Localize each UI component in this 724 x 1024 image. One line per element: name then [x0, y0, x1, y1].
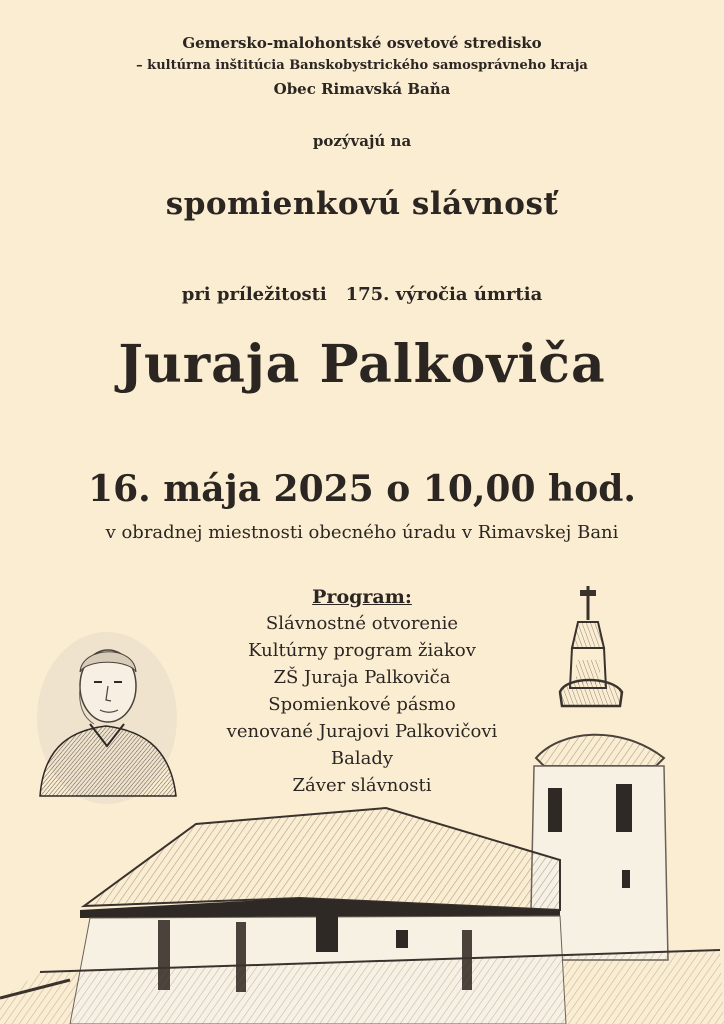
organizer-subtitle: – kultúrna inštitúcia Banskobystrického samosprávneho kraja: [136, 58, 588, 73]
program-section: [180, 584, 544, 799]
program-item: Spomienkové pásmo: [268, 694, 456, 715]
occasion-text: pri príležitosti 175. výročia úmrtia: [181, 284, 543, 305]
portrait-sketch-image: [34, 626, 180, 806]
event-date-time: 16. mája 2025 o 10,00 hod.: [88, 468, 636, 510]
honoree-name: Juraja Palkoviča: [118, 334, 606, 395]
invitation-text: pozývajú na: [312, 132, 412, 150]
event-title: spomienkovú slávnosť: [165, 186, 559, 222]
program-item: venované Jurajovi Palkovičovi: [226, 721, 498, 742]
program-item: Záver slávnosti: [292, 775, 432, 796]
program-item: Kultúrny program žiakov: [248, 640, 476, 661]
event-venue: v obradnej miestnosti obecného úradu v Rimavskej Bani: [105, 522, 619, 543]
program-heading: Program:: [312, 586, 412, 608]
organizer-name: Gemersko-malohontské osvetové stredisko: [182, 34, 542, 52]
co-organizer-name: Obec Rimavská Baňa: [273, 80, 451, 98]
program-item: ZŠ Juraja Palkoviča: [273, 667, 451, 688]
program-item: Slávnostné otvorenie: [265, 613, 459, 634]
program-item: Balady: [330, 748, 394, 769]
